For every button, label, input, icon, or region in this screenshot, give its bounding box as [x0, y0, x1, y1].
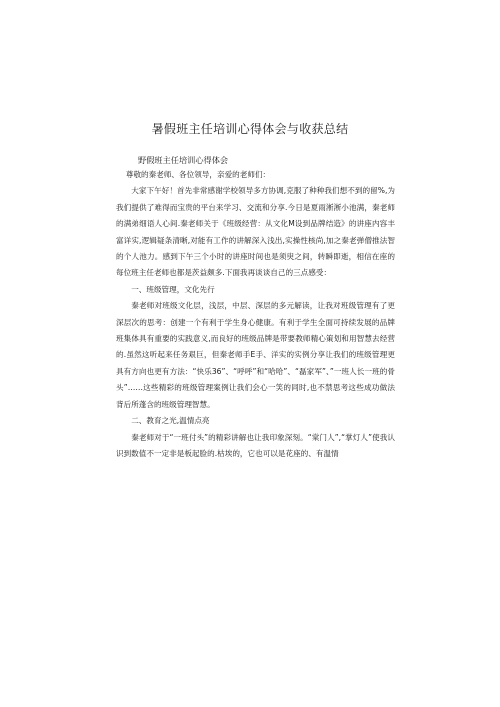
body-paragraph: 大家下午好！首先非常感谢学校领导多方协调,克服了种种我们想不到的留%,为我们提供了难得而宝贵的平台来学习、交流和分享.今日是夏雨淅淅小池满，秦老师的满弟细语人心间.秦老师关于《班级经营：从文化M设到品牌结造》的讲座内容丰富详实,逻辑疑条清晰,对能有工作的讲解深入浅出,实操性核尚,加之秦老弹僧推法智的个人池力。感到下午三个小时的讲座时间也是须臾之间，转瞬即逝，相信在座的每位班主任老师也都是茨益颇多.下面我再谈谈自己的三点感受： — [116, 186, 395, 278]
document-body — [116, 167, 395, 462]
document-subtitle: 野假班主任培训心得体会 — [138, 155, 229, 165]
section-heading: 二、教育之光,温情点亮 — [131, 416, 210, 426]
body-paragraph: 秦老师对于“一班付头”的精彩讲解也让我印象深刻。“棠门人”,“掌灯人”使我认识到数值不一定非是板起脸的.枯埃的，它也可以是花座的、有温情 — [116, 432, 395, 458]
document-title: 暑假班主任培训心得体会与收获总结 — [151, 122, 349, 136]
salutation-paragraph: 尊敬的秦老师、各位领导，亲爱的老师们： — [125, 170, 271, 179]
section-heading: 一、班级管理，文化先行 — [131, 284, 215, 294]
body-paragraph: 秦老师对班级文化层，浅层，中层、深层的多元解读，让我对班级管理有了更深层次的思考：创建一个有利于学生身心健康。有利于学生全面可持续发展的品牌班集体具有重要的实践意义,而良好的班级品牌是带要教师精心策划和用智慧去经营的.虽然这听起来任务艰巨，但秦老师手E手、洋实的实例分享让我们的班级管理更具有方向也更有方法：“快乐36”、“呼呼”和“哈哈”、“磊家军”、”一班人长一班的骨头”……这些精彩的班级管理案例让我们会心一笑的同时,也不禁思考这些成功做法背后所蓬含的班级管理智慧。 — [116, 301, 395, 409]
